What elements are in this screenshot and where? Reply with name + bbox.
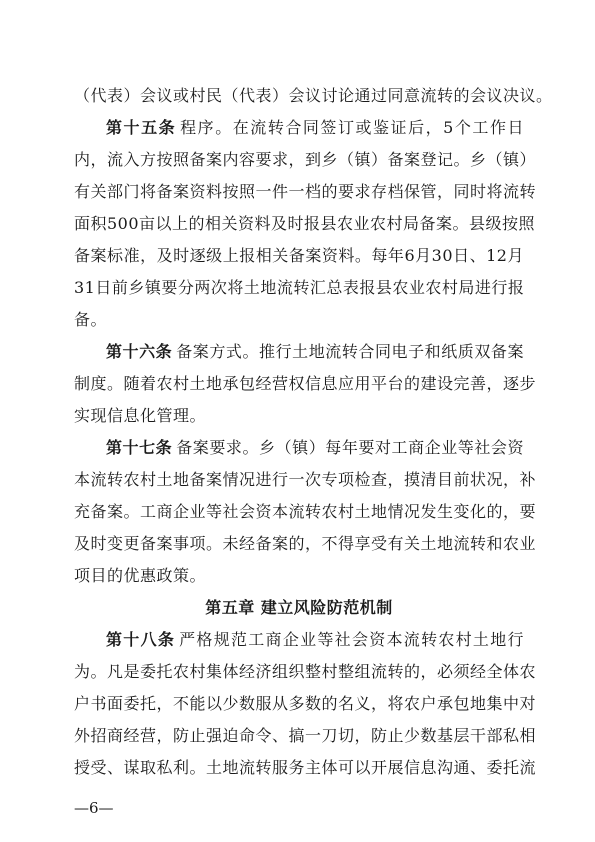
text-line: 实现信息化管理。 (74, 406, 207, 425)
text-line: 面积500亩以上的相关资料及时报县农业农村局备案。县级按照 (74, 214, 536, 233)
text-line: （代表）会议或村民（代表）会议讨论通过同意流转的会议决议。 (74, 86, 553, 105)
text-line: 为。凡是委托农村集体经济组织整村整组流转的，必须经全体农 (74, 662, 537, 681)
text-line: 备案方式。推行土地流转合同电子和纸质双备案 (176, 342, 524, 361)
article-15-heading: 第十五条 (106, 118, 177, 137)
article-17-heading: 第十七条 (106, 438, 173, 457)
text-line: 户书面委托，不能以少数服从多数的名义，将农户承包地集中对 (74, 694, 537, 713)
text-line: 备案标准，及时逐级上报相关备案资料。每年6月30日、12月 (74, 246, 524, 265)
text-line: 有关部门将备案资料按照一件一档的要求存档保管，同时将流转 (74, 182, 537, 201)
article-15-first-line (106, 112, 524, 144)
article-16-heading: 第十六条 (106, 342, 173, 361)
text-line: 及时变更备案事项。未经备案的，不得享受有关土地流转和农业 (74, 534, 537, 553)
text-line: 充备案。工商企业等社会资本流转农村土地情况发生变化的，要 (74, 502, 537, 521)
text-line: 外招商经营，防止强迫命令、搞一刀切，防止少数基层干部私相 (74, 726, 537, 745)
text-line: 内，流入方按照备案内容要求，到乡（镇）备案登记。乡（镇） (74, 150, 537, 169)
article-18-first-line (106, 624, 524, 656)
text-line: 严格规范工商企业等社会资本流转农村土地行 (179, 630, 524, 649)
text-line: 制度。随着农村土地承包经营权信息应用平台的建设完善，逐步 (74, 374, 537, 393)
text-line: 本流转农村土地备案情况进行一次专项检查，摸清目前状况，补 (74, 470, 537, 489)
article-17-first-line (106, 432, 524, 464)
chapter-title: 第五章 建立风险防范机制 (205, 598, 393, 617)
text-line: 项目的优惠政策。 (74, 566, 207, 585)
text-line: 授受、谋取私利。土地流转服务主体可以开展信息沟通、委托流 (74, 758, 537, 777)
text-line: 程序。在流转合同签订或鉴证后，5个工作日 (180, 118, 524, 137)
text-line: 31日前乡镇要分两次将土地流转汇总表报县农业农村局进行报 (74, 278, 525, 297)
article-16-first-line (106, 336, 524, 368)
text-line: 备。 (74, 310, 108, 329)
page-number: —6— (74, 799, 114, 817)
text-line: 备案要求。乡（镇）每年要对工商企业等社会资 (176, 438, 524, 457)
article-18-heading: 第十八条 (106, 630, 176, 649)
